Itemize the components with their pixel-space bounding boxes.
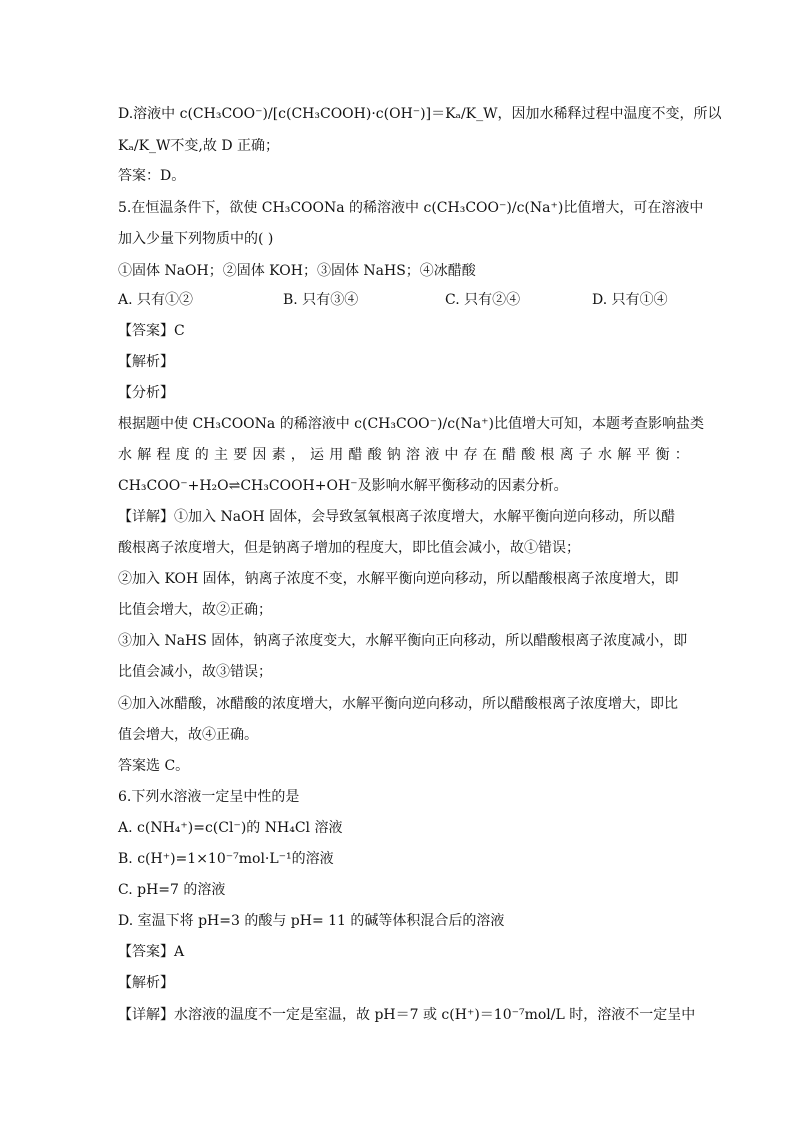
q6-answer: 【答案】A [118,944,185,960]
q5-option-a: A. 只有①② [118,292,194,308]
q5-detail-line2: 酸根离子浓度增大，但是钠离子增加的程度大，即比值会减小，故①错误； [118,540,580,556]
q5-fenxi-label: 【分析】 [118,385,174,401]
q5-fenxi-line3: CH₃COO⁻+H₂O⇌CH₃COOH+OH⁻及影响水解平衡移动的因素分析。 [118,478,568,494]
q6-option-a: A. c(NH₄⁺)=c(Cl⁻)的 NH₄Cl 溶液 [118,820,343,836]
q5-option-b: B. 只有③④ [283,292,359,308]
q5-detail-line1: 【详解】①加入 NaOH 固体，会导致氢氧根离子浓度增大，水解平衡向逆向移动，所以醋 [118,509,676,525]
q5-final-answer: 答案选 C。 [118,758,190,774]
q5-option-d: D. 只有①④ [592,292,668,308]
q6-option-b: B. c(H⁺)=1×10⁻⁷mol·L⁻¹的溶液 [118,851,334,867]
q5-option-c: C. 只有②④ [445,292,521,308]
q6-detail-line1: 【详解】水溶液的温度不一定是室温，故 pH＝7 或 c(H⁺)＝10⁻⁷mol/L 时，溶液不一定呈中 [118,1007,696,1023]
q4-option-d-line1: D.溶液中 c(CH₃COO⁻)/[c(CH₃COOH)·c(OH⁻)]＝Kₐ/K_W，因加水稀释过程中温度不变，所以 [118,106,722,122]
q5-detail-line8: 值会增大，故④正确。 [118,727,258,743]
q5-answer: 【答案】C [118,323,185,339]
q5-items: ①固体 NaOH；②固体 KOH；③固体 NaHS；④冰醋酸 [118,263,476,279]
q6-stem: 6.下列水溶液一定呈中性的是 [118,789,300,805]
q5-stem-line1: 5.在恒温条件下，欲使 CH₃COONa 的稀溶液中 c(CH₃COO⁻)/c(Na⁺)比值增大，可在溶液中 [118,200,704,216]
q5-fenxi-line2: 水解程度的主要因素，运用醋酸钠溶液中存在醋酸根离子水解平衡： [118,447,694,463]
q5-detail-line4: 比值会增大，故②正确； [118,602,272,618]
q5-detail-line3: ②加入 KOH 固体，钠离子浓度不变，水解平衡向逆向移动，所以醋酸根离子浓度增大，即 [118,571,679,587]
q5-fenxi-line1: 根据题中使 CH₃COONa 的稀溶液中 c(CH₃COO⁻)/c(Na⁺)比值增大可知，本题考查影响盐类 [118,416,704,432]
q5-detail-line5: ③加入 NaHS 固体，钠离子浓度变大，水解平衡向正向移动，所以醋酸根离子浓度减小，即 [118,633,688,649]
q6-analysis-label: 【解析】 [118,975,174,991]
q6-option-d: D. 室温下将 pH=3 的酸与 pH= 11 的碱等体积混合后的溶液 [118,913,505,929]
q5-detail-line7: ④加入冰醋酸，冰醋酸的浓度增大，水解平衡向逆向移动，所以醋酸根离子浓度增大，即比 [118,696,678,712]
q6-option-c: C. pH=7 的溶液 [118,882,226,898]
q4-answer: 答案：D。 [118,168,186,184]
q5-stem-line2: 加入少量下列物质中的( ) [118,231,274,247]
q4-option-d-line2: Kₐ/K_W不变,故 D 正确； [118,138,279,154]
q5-detail-line6: 比值会减小，故③错误； [118,664,272,680]
q5-analysis-label: 【解析】 [118,354,174,370]
